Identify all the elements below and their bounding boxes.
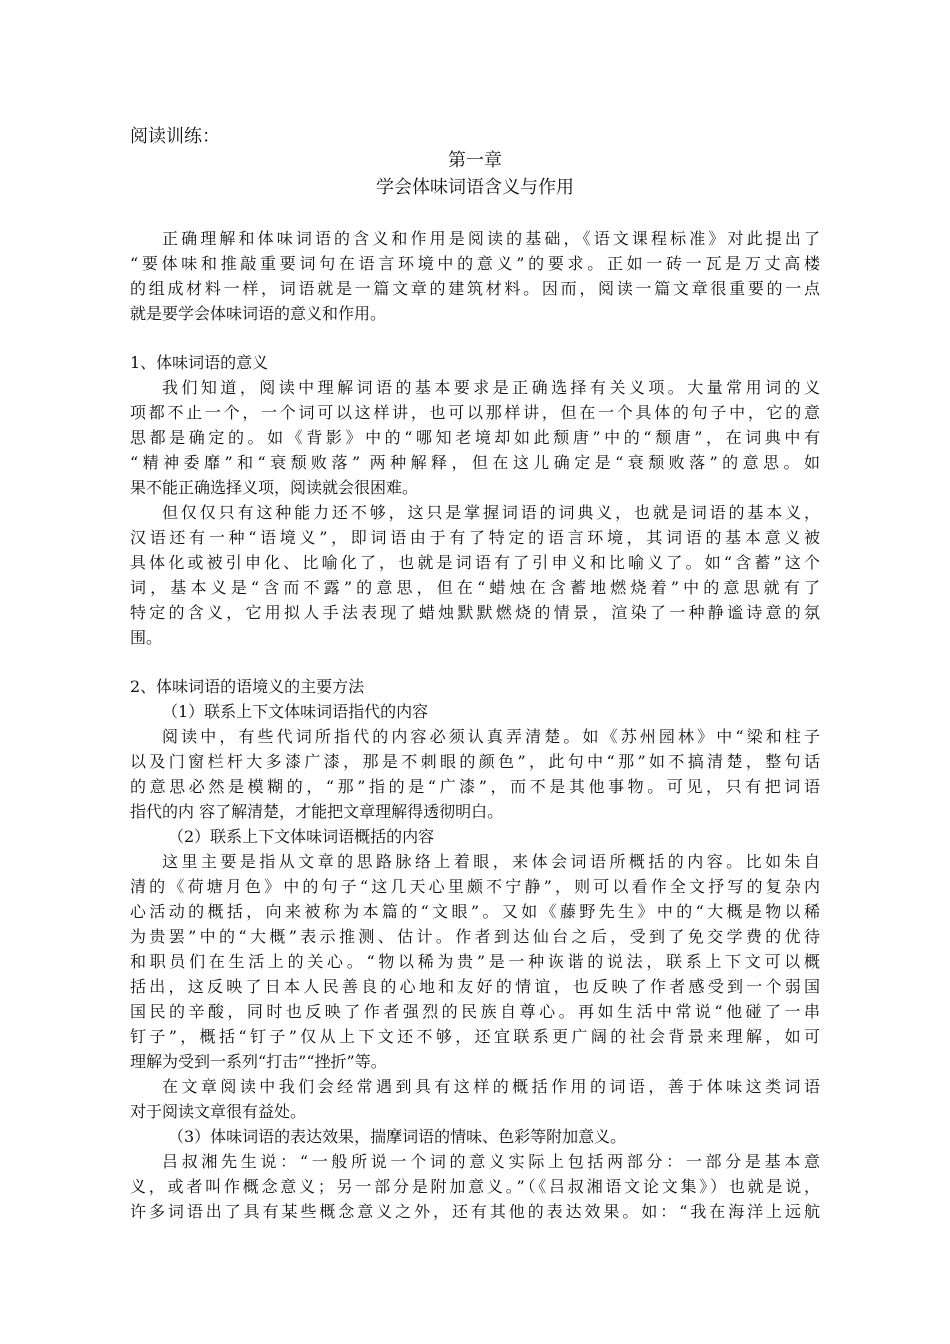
paragraph-line: 在文章阅读中我们会经常遇到具有这样的概括作用的词语，善于体味这类词语	[162, 1077, 820, 1096]
subsection-heading: （2）联系上下文体味词语概括的内容	[168, 827, 435, 846]
paragraph-line: 清的《荷塘月色》中的句子“这几天心里颇不宁静”，则可以看作全文抒写的复杂内	[130, 877, 820, 896]
paragraph-line: 果不能正确选择义项，阅读就会很困难。	[130, 478, 419, 497]
paragraph-line: “精神委靡”和“衰颓败落” 两种解释，但在这儿确定是“衰颓败落”的意思。如	[130, 453, 820, 472]
paragraph-line: 的意思必然是模糊的，“那”指的是“广漆”，而不是其他事物。可见，只有把词语	[130, 777, 820, 796]
paragraph-line: 就是要学会体味词语的意义和作用。	[130, 304, 387, 323]
chapter-number: 第一章	[448, 150, 502, 171]
paragraph-line: 词，基本义是“含而不露”的意思，但在“蜡烛在含蓄地燃烧着”中的意思就有了	[130, 578, 820, 597]
paragraph-line: 义，或者叫作概念意义；另一部分是附加意义。”（《吕叔湘语文论文集》）也就是说，	[130, 1177, 820, 1196]
paragraph-line: 项都不止一个，一个词可以这样讲，也可以那样讲，但在一个具体的句子中，它的意	[130, 403, 820, 422]
paragraph-line: 和职员们在生活上的关心。“物以稀为贵”是一种诙谐的说法，联系上下文可以概	[130, 952, 820, 971]
paragraph-line: 对于阅读文章很有益处。	[130, 1102, 307, 1121]
paragraph-line: 特定的含义，它用拟人手法表现了蜡烛默默燃烧的情景，渲染了一种静谧诗意的氛	[130, 603, 820, 622]
paragraph-line: 心活动的概括，向来被称为本篇的“文眼”。又如《藤野先生》中的“大概是物以稀	[130, 902, 820, 921]
paragraph-line: 具体化或被引申化、比喻化了，也就是词语有了引申义和比喻义了。如“含蓄”这个	[130, 553, 820, 572]
paragraph-line: “要体味和推敲重要词句在语言环境中的意义”的要求。正如一砖一瓦是万丈高楼	[130, 254, 820, 273]
paragraph-line: 围。	[130, 628, 163, 647]
subsection-heading: （1）联系上下文体味词语指代的内容	[162, 702, 429, 721]
paragraph-line: 阅读中，有些代词所指代的内容必须认真弄清楚。如《苏州园林》中“梁和柱子	[162, 727, 820, 746]
paragraph-line: 指代的内 容了解清楚，才能把文章理解得透彻明白。	[130, 802, 504, 821]
paragraph-line: 汉语还有一种“语境义”，即词语由于有了特定的语言环境，其词语的基本意义被	[130, 528, 820, 547]
subsection-heading: （3）体味词语的表达效果，揣摩词语的情味、色彩等附加意义。	[168, 1127, 627, 1146]
paragraph-line: 为贵罢”中的“大概”表示推测、估计。作者到达仙台之后，受到了免交学费的优待	[130, 927, 820, 946]
paragraph-line: 我们知道，阅读中理解词语的基本要求是正确选择有关义项。大量常用词的义	[162, 378, 820, 397]
paragraph-line: 正确理解和体味词语的含义和作用是阅读的基础，《语文课程标准》对此提出了	[162, 229, 820, 248]
section-label: 阅读训练：	[130, 126, 220, 147]
paragraph-line: 以及门窗栏杆大多漆广漆，那是不刺眼的颜色”，此句中“那”如不搞清楚，整句话	[130, 752, 820, 771]
paragraph-line: 括出，这反映了日本人民善良的心地和友好的情谊，也反映了作者感受到一个弱国	[130, 977, 820, 996]
paragraph-line: 许多词语出了具有某些概念意义之外，还有其他的表达效果。如：“我在海洋上远航	[130, 1202, 820, 1221]
paragraph-line: 吕叔湘先生说：“一般所说一个词的意义实际上包括两部分：一部分是基本意	[162, 1152, 820, 1171]
section-heading: 2、体味词语的语境义的主要方法	[130, 677, 365, 696]
paragraph-line: 这里主要是指从文章的思路脉络上着眼，来体会词语所概括的内容。比如朱自	[162, 852, 820, 871]
paragraph-line: 理解为受到一系列“打击”“挫折”等。	[130, 1052, 387, 1071]
paragraph-line: 国民的辛酸，同时也反映了作者强烈的民族自尊心。再如生活中常说“他碰了一串	[130, 1002, 820, 1021]
section-heading: 1、体味词语的意义	[130, 353, 269, 372]
paragraph-line: 的组成材料一样，词语就是一篇文章的建筑材料。因而，阅读一篇文章很重要的一点	[130, 279, 820, 298]
chapter-title: 学会体味词语含义与作用	[376, 177, 574, 198]
paragraph-line: 但仅仅只有这种能力还不够，这只是掌握词语的词典义，也就是词语的基本义，	[162, 503, 820, 522]
paragraph-line: 思都是确定的。如《背影》中的“哪知老境却如此颓唐”中的“颓唐”，在词典中有	[130, 428, 820, 447]
paragraph-line: 钉子”，概括“钉子”仅从上下文还不够，还宜联系更广阔的社会背景来理解，如可	[130, 1027, 820, 1046]
